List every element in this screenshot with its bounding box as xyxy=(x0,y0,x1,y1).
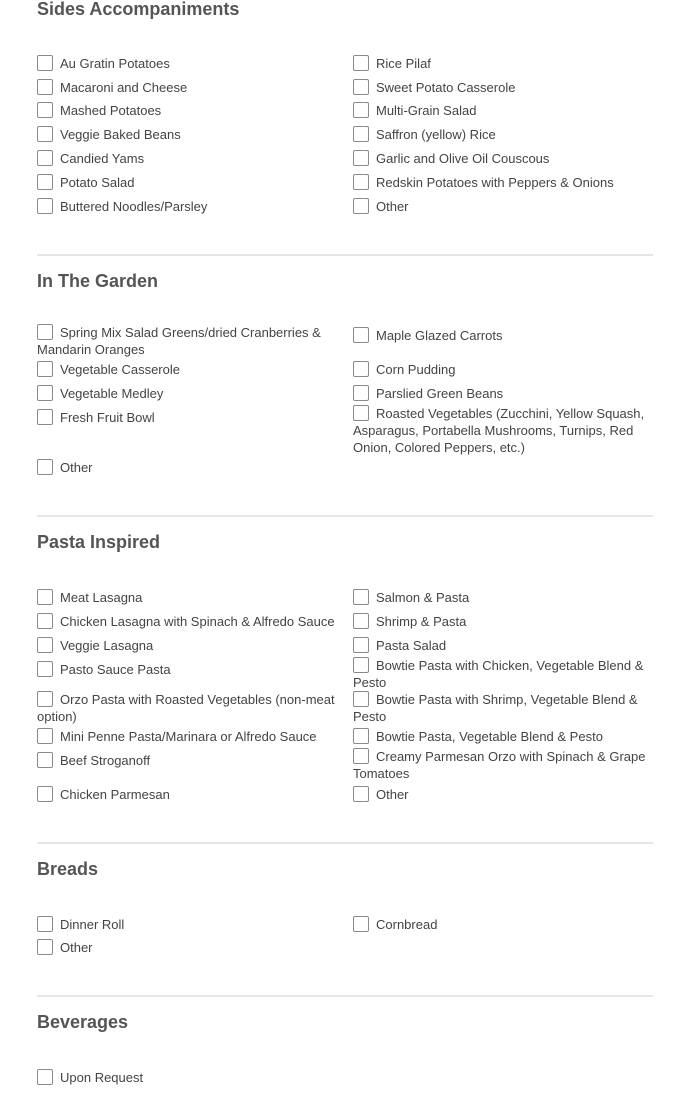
checkbox[interactable] xyxy=(37,637,53,653)
checkbox[interactable] xyxy=(37,126,53,142)
option-label: Chicken Parmesan xyxy=(60,787,170,802)
option-label: Other xyxy=(376,199,409,214)
option-upon-request[interactable] xyxy=(37,1069,339,1086)
option-label: Shrimp & Pasta xyxy=(376,614,467,629)
checkbox[interactable] xyxy=(37,589,53,605)
checkbox[interactable] xyxy=(353,589,369,605)
option-rice-pilaf[interactable] xyxy=(353,55,649,72)
checkbox[interactable] xyxy=(353,174,369,190)
option-label: Pasta Salad xyxy=(376,638,447,653)
option-chicken-parmesan[interactable] xyxy=(37,786,339,803)
checkbox[interactable] xyxy=(37,916,53,932)
option-label: Garlic and Olive Oil Couscous xyxy=(376,151,550,166)
checkbox[interactable] xyxy=(353,748,369,764)
option-label: Roasted Vegetables (Zucchini, Yellow Squash, Asparagus, Portabella Mushrooms, Turnips, Red Onion, Colored Peppers, etc.) xyxy=(353,406,645,455)
option-pasta-other[interactable] xyxy=(353,786,649,803)
option-label: Mashed Potatoes xyxy=(60,103,162,118)
option-roasted-vegetables[interactable] xyxy=(353,405,649,456)
option-vegetable-casserole[interactable] xyxy=(37,361,339,378)
option-label: Redskin Potatoes with Peppers & Onions xyxy=(376,175,614,190)
checkbox[interactable] xyxy=(37,150,53,166)
section-title-garden: In The Garden xyxy=(37,271,159,291)
checkbox[interactable] xyxy=(353,102,369,118)
checkbox[interactable] xyxy=(37,361,53,377)
checkbox[interactable] xyxy=(37,939,53,955)
option-bowtie-shrimp[interactable] xyxy=(353,691,649,725)
checkbox[interactable] xyxy=(37,728,53,744)
option-label: Other xyxy=(376,787,409,802)
option-veggie-lasagna[interactable] xyxy=(37,637,339,654)
option-label: Cornbread xyxy=(376,917,438,932)
checkbox[interactable] xyxy=(37,174,53,190)
checkbox[interactable] xyxy=(353,786,369,802)
option-label: Pasto Sauce Pasta xyxy=(60,662,171,677)
option-salmon-pasta[interactable] xyxy=(353,589,649,606)
section-divider xyxy=(37,515,653,517)
option-meat-lasagna[interactable] xyxy=(37,589,339,606)
checkbox[interactable] xyxy=(37,786,53,802)
option-label: Bowtie Pasta with Chicken, Vegetable Blend & Pesto xyxy=(353,658,644,690)
checkbox[interactable] xyxy=(353,79,369,95)
option-label: Bowtie Pasta with Shrimp, Vegetable Blend & Pesto xyxy=(353,692,638,724)
option-beef-stroganoff[interactable] xyxy=(37,752,339,769)
option-mini-penne-pasta[interactable] xyxy=(37,728,339,745)
option-label: Potato Salad xyxy=(60,175,135,190)
option-label: Corn Pudding xyxy=(376,362,456,377)
option-label: Rice Pilaf xyxy=(376,56,431,71)
option-label: Vegetable Casserole xyxy=(60,362,180,377)
option-pasto-sauce-pasta[interactable] xyxy=(37,661,339,678)
option-multi-grain-salad[interactable] xyxy=(353,102,649,119)
option-label: Chicken Lasagna with Spinach & Alfredo Sauce xyxy=(60,614,335,629)
option-label: Spring Mix Salad Greens/dried Cranberries & Mandarin Oranges xyxy=(37,325,321,357)
option-au-gratin-potatoes[interactable] xyxy=(37,55,339,72)
option-orzo-pasta[interactable] xyxy=(37,691,339,725)
option-creamy-parmesan-orzo[interactable] xyxy=(353,748,649,782)
checkbox[interactable] xyxy=(353,385,369,401)
option-cornbread[interactable] xyxy=(353,916,649,933)
section-title-pasta: Pasta Inspired xyxy=(37,532,161,552)
checkbox[interactable] xyxy=(37,1069,53,1085)
option-label: Buttered Noodles/Parsley xyxy=(60,199,208,214)
checkbox[interactable] xyxy=(353,361,369,377)
option-bowtie-vegetable[interactable] xyxy=(353,728,649,745)
section-title-breads: Breads xyxy=(37,859,99,879)
checkbox[interactable] xyxy=(37,613,53,629)
option-label: Beef Stroganoff xyxy=(60,753,151,768)
option-label: Sweet Potato Casserole xyxy=(376,80,516,95)
checkbox[interactable] xyxy=(37,198,53,214)
checkbox[interactable] xyxy=(37,102,53,118)
option-label: Parslied Green Beans xyxy=(376,386,504,401)
checkbox[interactable] xyxy=(353,126,369,142)
option-label: Au Gratin Potatoes xyxy=(60,56,170,71)
option-garden-other[interactable] xyxy=(37,459,339,476)
option-breads-other[interactable] xyxy=(37,939,339,956)
option-saffron-rice[interactable] xyxy=(353,126,649,143)
option-chicken-lasagna[interactable] xyxy=(37,613,339,630)
option-label: Meat Lasagna xyxy=(60,590,143,605)
option-label: Veggie Baked Beans xyxy=(60,127,181,142)
checkbox[interactable] xyxy=(37,691,53,707)
option-maple-glazed-carrots[interactable] xyxy=(353,327,649,344)
option-shrimp-pasta[interactable] xyxy=(353,613,649,630)
checkbox[interactable] xyxy=(37,409,53,425)
option-potato-salad[interactable] xyxy=(37,174,339,191)
option-dinner-roll[interactable] xyxy=(37,916,339,933)
checkbox[interactable] xyxy=(37,324,53,340)
checkbox[interactable] xyxy=(353,150,369,166)
checkbox[interactable] xyxy=(353,691,369,707)
option-label: Macaroni and Cheese xyxy=(60,80,188,95)
option-spring-mix-salad[interactable] xyxy=(37,324,339,358)
option-label: Creamy Parmesan Orzo with Spinach & Grape Tomatoes xyxy=(353,749,646,781)
option-macaroni-and-cheese[interactable] xyxy=(37,79,339,96)
option-label: Dinner Roll xyxy=(60,917,125,932)
section-divider xyxy=(37,254,653,256)
option-garlic-couscous[interactable] xyxy=(353,150,649,167)
checkbox[interactable] xyxy=(353,916,369,932)
checkbox[interactable] xyxy=(37,459,53,475)
checkbox[interactable] xyxy=(37,752,53,768)
option-bowtie-chicken[interactable] xyxy=(353,657,649,691)
option-label: Upon Request xyxy=(60,1070,144,1085)
option-parslied-green-beans[interactable] xyxy=(353,385,649,402)
option-label: Fresh Fruit Bowl xyxy=(60,410,155,425)
section-divider xyxy=(37,842,653,844)
option-buttered-noodles[interactable] xyxy=(37,198,339,215)
option-vegetable-medley[interactable] xyxy=(37,385,339,402)
checkbox[interactable] xyxy=(353,728,369,744)
option-label: Vegetable Medley xyxy=(60,386,164,401)
option-label: Candied Yams xyxy=(60,151,145,166)
checkbox[interactable] xyxy=(37,79,53,95)
option-label: Orzo Pasta with Roasted Vegetables (non-meat option) xyxy=(37,692,335,724)
option-sweet-potato-casserole[interactable] xyxy=(353,79,649,96)
option-candied-yams[interactable] xyxy=(37,150,339,167)
option-mashed-potatoes[interactable] xyxy=(37,102,339,119)
option-fresh-fruit-bowl[interactable] xyxy=(37,409,339,426)
option-pasta-salad[interactable] xyxy=(353,637,649,654)
option-label: Saffron (yellow) Rice xyxy=(376,127,496,142)
section-divider xyxy=(37,995,653,997)
option-veggie-baked-beans[interactable] xyxy=(37,126,339,143)
checkbox[interactable] xyxy=(37,55,53,71)
option-label: Other xyxy=(60,940,93,955)
checkbox[interactable] xyxy=(353,613,369,629)
checkbox[interactable] xyxy=(353,637,369,653)
option-sides-other[interactable] xyxy=(353,198,649,215)
checkbox[interactable] xyxy=(353,657,369,673)
checkbox[interactable] xyxy=(353,327,369,343)
checkbox[interactable] xyxy=(353,198,369,214)
section-title-sides: Sides Accompaniments xyxy=(37,0,240,19)
section-title-beverages: Beverages xyxy=(37,1012,129,1032)
checkbox[interactable] xyxy=(37,661,53,677)
option-label: Maple Glazed Carrots xyxy=(376,328,503,343)
checkbox[interactable] xyxy=(37,385,53,401)
option-label: Veggie Lasagna xyxy=(60,638,154,653)
option-label: Salmon & Pasta xyxy=(376,590,470,605)
option-label: Multi-Grain Salad xyxy=(376,103,477,118)
option-label: Bowtie Pasta, Vegetable Blend & Pesto xyxy=(376,729,603,744)
option-redskin-potatoes[interactable] xyxy=(353,174,649,191)
option-label: Mini Penne Pasta/Marinara or Alfredo Sauce xyxy=(60,729,317,744)
checkbox[interactable] xyxy=(353,405,369,421)
checkbox[interactable] xyxy=(353,55,369,71)
option-label: Other xyxy=(60,460,93,475)
option-corn-pudding[interactable] xyxy=(353,361,649,378)
